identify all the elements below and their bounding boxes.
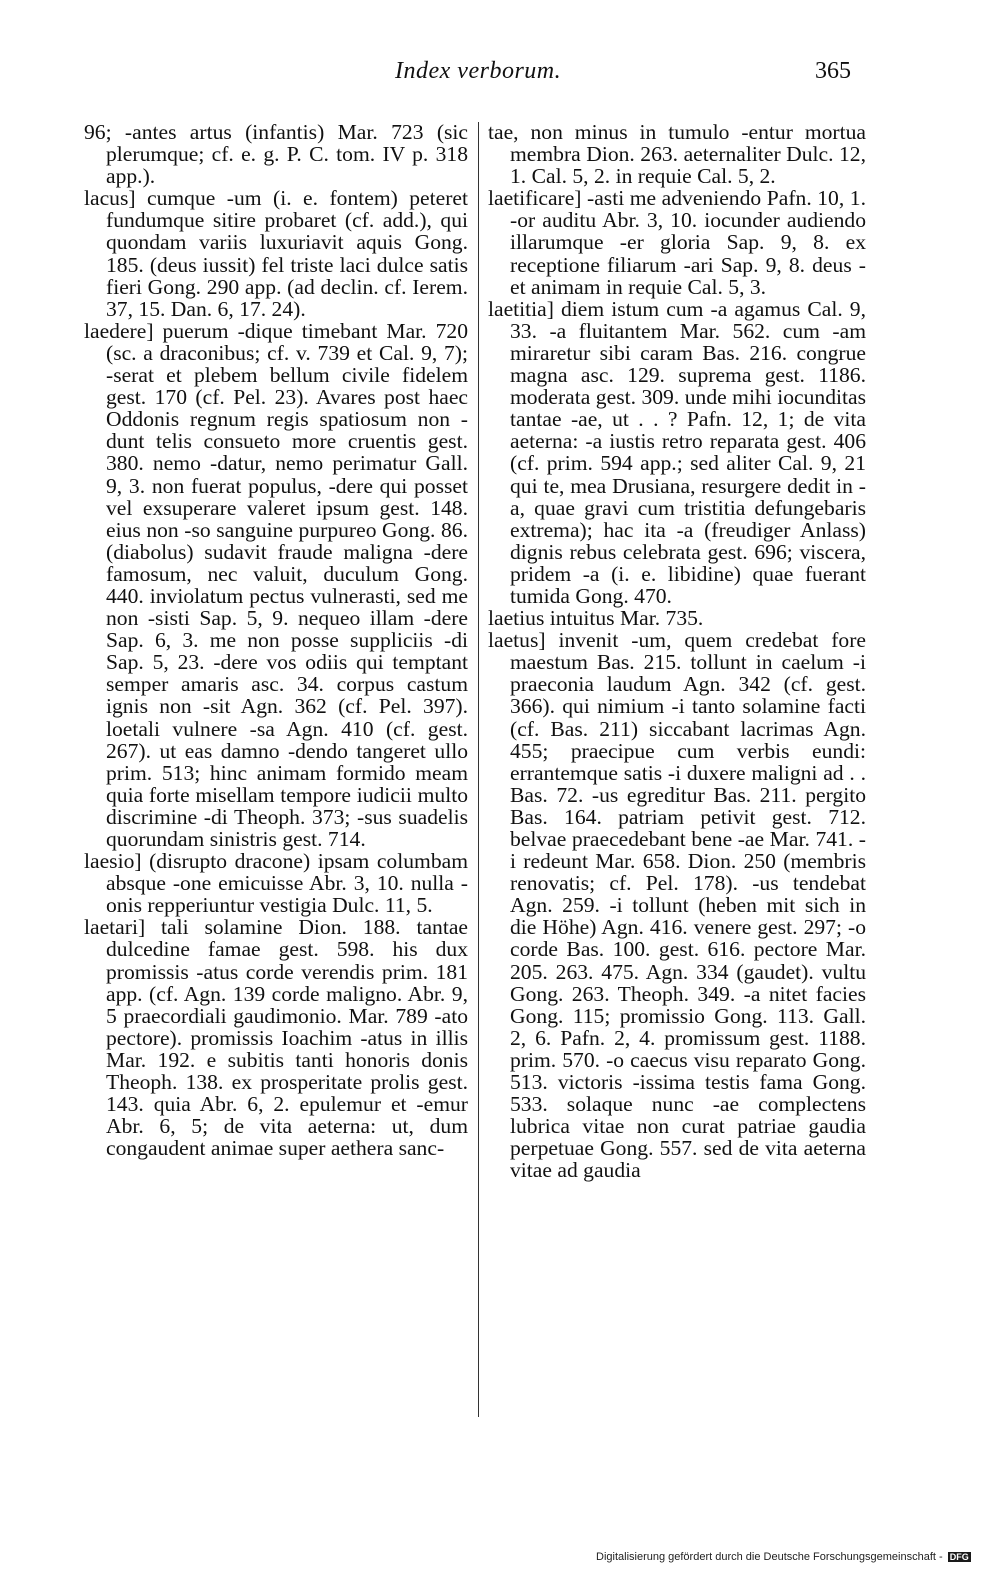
index-entry: lacus] cumque -um (i. e. fontem) peteret fundumque sitire probaret (cf. add.), qui quondam variis luxuriavit aquis Gong. 185. (deus iussit) fel triste laci dulce satis fieri Gong. 290 app. (ad declin. cf. Ierem. 37, 15. Dan. 6, 17. 24). [84, 186, 468, 321]
footer-text: Digitalisierung gefördert durch die Deutsche Forschungsgemeinschaft - [596, 1551, 943, 1563]
column-divider [478, 122, 479, 1417]
digitization-footer [596, 1551, 971, 1563]
index-entry: laetus] invenit -um, quem credebat fore maestum Bas. 215. tollunt in caelum -i praeconia laudum Agn. 342 (cf. gest. 366). qui nimium -i tanto solamine facti (cf. Bas. 211) siccabant lacrimas Agn. 455; praecipue cum verbis eundi: errantemque satis -i duxere maligni ad . . Bas. 72. -us egreditur Bas. 211. pergito Bas. 164. patriam petivit gest. 712. belvae praecedebant bene -ae Mar. 741. -i redeunt Mar. 658. Dion. 250 (membris renovatis; cf. Pel. 178). -us tendebat Agn. 259. -i tollunt (heben mit sich in die Höhe) Agn. 416. venere gest. 297; -o corde Bas. 100. gest. 616. pectore Mar. 205. 263. 475. Agn. 334 (gaudet). vultu Gong. 263. Theoph. 349. -a nitet facies Gong. 115; promissio Gong. 113. Gall. 2, 6. Pafn. 2, 4. promissum gest. 1188. prim. 570. -o caecus visu reparato Gong. 513. victoris -issima testis fama Gong. 533. solaque nunc -ae complectens lubrica vitae non curat patriae gaudia perpetuae Gong. 557. sed de vita aeterna vitae ad gaudia [488, 628, 866, 1183]
left-column [84, 121, 468, 1159]
index-entry: laedere] puerum -dique timebant Mar. 720 (sc. a draconibus; cf. v. 739 et Cal. 9, 7); -serat et plebem bellum civile fidelem gest. 170 (cf. Pel. 23). Avares post haec Oddonis regnum regis spatiosum non -dunt telis consueto more cruentis gest. 380. nemo -datur, nemo perimatur Gall. 9, 3. non fuerat populus, -dere qui posset vel exsuperare valeret ipsum gest. 148. eius non -so sanguine purpureo Gong. 86. (diabolus) sudavit fraude maligna -dere famosum, nec valuit, duculum Gong. 440. inviolatum pectus vulnerasti, sed me non -sisti Sap. 5, 9. nequeo illam -dere Sap. 6, 3. me non posse suppliciis -di Sap. 5, 23. -dere vos odiis qui temptant semper amaris asc. 34. corpus castum ignis non -sit Agn. 362 (cf. Pel. 397). loetali vulnere -sa Agn. 410 (cf. gest. 267). ut eas damno -dendo tangeret ullo prim. 513; hinc animam formido meam quia forte misellam tempore iudicii multo discrimine -di Theoph. 373; -sus suadelis quorundam sinistris gest. 714. [84, 318, 468, 851]
index-entry: laesio] (disrupto dracone) ipsam columbam absque -one emicuisse Abr. 3, 10. nulla -onis repperiuntur vestigia Dulc. 11, 5. [84, 849, 468, 918]
index-entry: laetitia] diem istum cum -a agamus Cal. 9, 33. -a fluitantem Mar. 562. cum -am miraretur sibi caram Bas. 216. congrue magna asc. 129. suprema gest. 1186. moderata gest. 309. unde mihi iocunditas tantae -ae, ut . . ? Pafn. 12, 1; de vita aeterna: -a iustis retro reparata gest. 406 (cf. prim. 594 app.; sed aliter Cal. 9, 21 qui te, mea Drusiana, resurgere dedit in -a, quae gravi cum tristitia defungebaris extrema); hac ita -a (freudiger Anlass) dignis rebus celebrata gest. 696; viscera, pridem -a (i. e. libidine) quae fuerant tumida Gong. 470. [488, 296, 866, 608]
index-entry: 96; -antes artus (infantis) Mar. 723 (sic plerumque; cf. e. g. P. C. tom. IV p. 318 app.). [84, 120, 468, 189]
dfg-logo: DFG [949, 1552, 969, 1563]
running-head [0, 58, 1000, 98]
index-entry: laetificare] -asti me adveniendo Pafn. 10, 1. -or auditu Abr. 3, 10. iocunder audiendo illarumque -er gloria Sap. 9, 8. ex receptione filiarum -ari Sap. 9, 8. deus -et animam in requie Cal. 5, 3. [488, 186, 866, 299]
page-number: 365 [815, 58, 851, 84]
right-column [488, 121, 866, 1182]
index-entry: laetari] tali solamine Dion. 188. tantae dulcedine famae gest. 598. his dux promissis -atus corde verendis prim. 181 app. (cf. Agn. 139 corde maligno. Abr. 9, 5 praecordiali gaudimonio. Mar. 789 -ato pectore). promissis Ioachim -atus in illis Mar. 192. e subitis tanti honoris donis Theoph. 138. ex prosperitate prolis gest. 143. quia Abr. 6, 2. epulemur et -emur Abr. 6, 5; de vita aeterna: ut, dum congaudent animae super aethera sanc- [84, 915, 468, 1161]
index-entry: tae, non minus in tumulo -entur mortua membra Dion. 263. aeternaliter Dulc. 12, 1. Cal. 5, 2. in requie Cal. 5, 2. [488, 120, 866, 189]
page-title: Index verborum. [395, 58, 562, 84]
index-entry: laetius intuitus Mar. 735. [488, 606, 704, 631]
